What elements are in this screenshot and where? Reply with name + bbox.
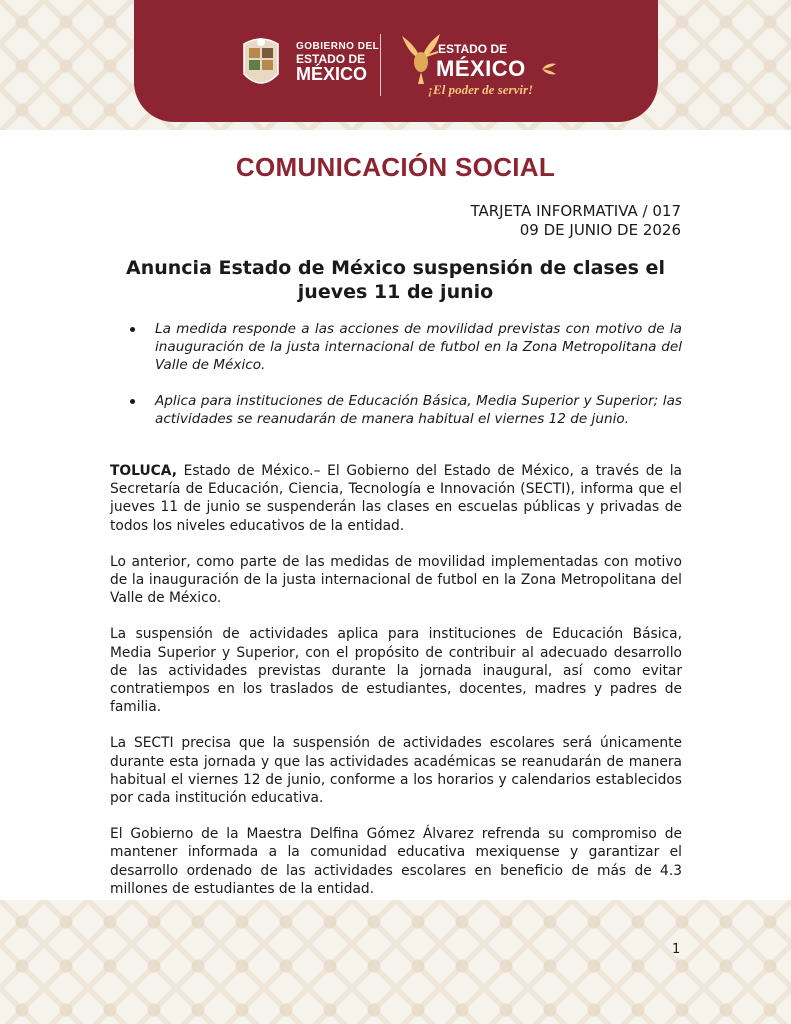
bullet-text: La medida responde a las acciones de movilidad previstas con motivo de la inauguración de la justa internacional de futbol en la Zona Metropolitana del Valle de México. — [155, 321, 682, 373]
gobierno-line3: MÉXICO — [296, 64, 368, 85]
estado-line1: ESTADO DE — [438, 42, 508, 56]
laurel-icon — [540, 62, 558, 76]
paragraph — [110, 462, 682, 535]
page-title: COMUNICACIÓN SOCIAL — [235, 152, 556, 182]
gobierno-logo-text — [296, 42, 379, 84]
paragraph: La SECTI precisa que la suspensión de actividades escolares será únicamente durante esta jornada y que las actividades académicas se reanudarán de manera habitual el viernes 12 de junio, conforme a los horarios y calendarios establecidos por cada institución educativa. — [110, 735, 682, 807]
decorative-pattern-bottom — [0, 900, 791, 1024]
bullet-item — [130, 320, 682, 374]
paragraph: Lo anterior, como parte de las medidas de movilidad implementadas con motivo de la inauguración de la justa internacional de futbol en la Zona Metropolitana del Valle de México. — [110, 553, 682, 607]
gobierno-line1: GOBIERNO DEL — [296, 41, 380, 52]
paragraph-text: Estado de México.– El Gobierno del Estado de México, a través de la Secretaría de Educación, Ciencia, Tecnología e Innovación (SECTI), informa que el jueves 11 de junio se suspenderán las clases en escuelas públicas y privadas de todos los niveles educativos de la entidad. — [110, 463, 682, 534]
body-text — [110, 462, 682, 916]
dateline: TOLUCA, — [110, 463, 177, 479]
bullet-dot-icon — [130, 399, 135, 404]
tarjeta-info — [470, 202, 681, 240]
estado-line2: MÉXICO — [436, 56, 526, 81]
bullet-item — [130, 392, 682, 428]
gobierno-line2: ESTADO DE — [296, 51, 366, 66]
page-number: 1 — [672, 942, 681, 957]
tarjeta-number: TARJETA INFORMATIVA / 017 — [470, 202, 681, 220]
tarjeta-date: 09 DE JUNIO DE 2026 — [519, 221, 681, 239]
bullet-text: Aplica para instituciones de Educación Básica, Media Superior y Superior; las actividades se reanudarán de manera habitual el viernes 12 de junio. — [155, 393, 682, 427]
paragraph: El Gobierno de la Maestra Delfina Gómez Álvarez refrenda su compromiso de mantener informada a la comunidad educativa mexiquense y garantizar el desarrollo ordenado de las actividades escolares en beneficio de más de 4.3 millones de estudiantes de la entidad. — [110, 826, 682, 897]
state-seal-icon — [236, 34, 286, 92]
logo-divider — [380, 34, 381, 96]
headline: Anuncia Estado de México suspensión de clases el jueves 11 de junio — [126, 257, 665, 303]
bullet-dot-icon — [130, 327, 135, 332]
bullet-list — [130, 320, 682, 446]
slogan-text: ¡El poder de servir! — [428, 82, 534, 97]
paragraph: La suspensión de actividades aplica para instituciones de Educación Básica, Media Superior y Superior, con el propósito de contribuir al adecuado desarrollo de las actividades previstas durante la jornada inaugural, así como evitar contratiempos en los traslados de estudiantes, docentes, madres y padres de familia. — [110, 626, 682, 716]
